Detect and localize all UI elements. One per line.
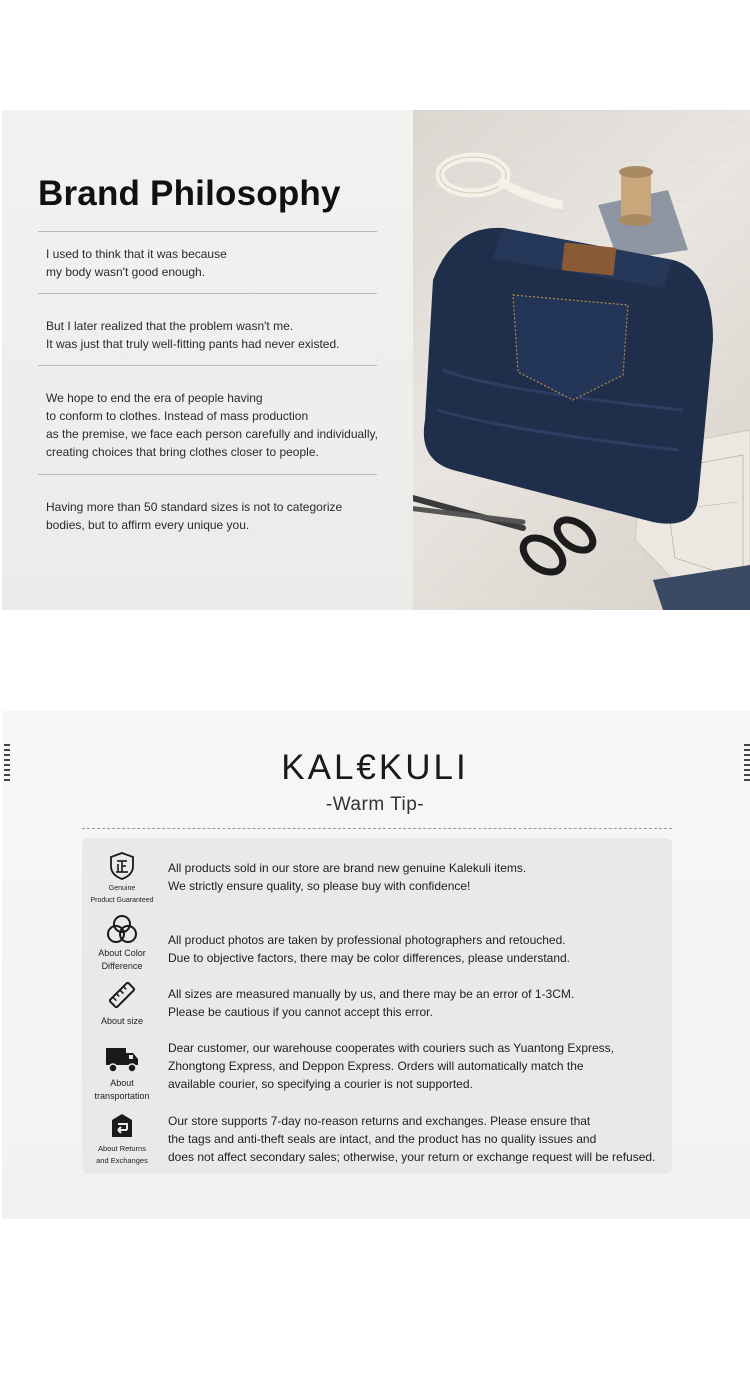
tip-text: All products sold in our store are brand new genuine Kalekuli items. We strictly ensure quality, so please buy with confidence! xyxy=(168,861,527,893)
dashed-divider xyxy=(82,828,672,829)
tip-text: Our store supports 7-day no-reason returns and exchanges. Please ensure that the tags and anti-theft seals are intact, and the product has no quality issues and does not affect secondary sales; otherwise, your return or exchange request will be refused. xyxy=(168,1114,656,1164)
brand-philosophy-section xyxy=(2,110,750,610)
truck-icon xyxy=(82,1044,162,1074)
tip-icon-label: About transportation xyxy=(94,1078,150,1101)
divider xyxy=(38,474,377,475)
color-circles-icon xyxy=(82,914,162,944)
brand-logo: KAL€KULI xyxy=(281,748,469,787)
philosophy-text-panel xyxy=(2,110,413,610)
philosophy-title: Brand Philosophy xyxy=(38,174,341,213)
jeans-illustration xyxy=(413,110,750,610)
tip-text: All product photos are taken by professional photographers and retouched. Due to objective factors, there may be color differences, please understand. xyxy=(168,933,571,965)
divider xyxy=(38,293,377,294)
ruler-icon xyxy=(82,980,162,1010)
tip-icon-block xyxy=(82,1112,162,1167)
tip-icon-block xyxy=(82,852,162,907)
divider xyxy=(38,231,377,232)
philosophy-paragraph: But I later realized that the problem wasn't me. It was just that truly well-fitting pants had never existed. xyxy=(46,319,340,351)
philosophy-paragraph: We hope to end the era of people having to conform to clothes. Instead of mass production as the premise, we face each person carefully and individually, creating choices that bring clothes closer to people. xyxy=(46,391,378,459)
return-box-icon xyxy=(82,1112,162,1140)
divider xyxy=(38,365,377,366)
tip-icon-block xyxy=(82,914,162,973)
philosophy-paragraph: Having more than 50 standard sizes is not to categorize bodies, but to affirm every unique you. xyxy=(46,500,343,532)
tip-icon-label: Genuine Product Guaranteed xyxy=(90,885,154,904)
tip-icon-block xyxy=(82,980,162,1028)
tip-text: Dear customer, our warehouse cooperates with couriers such as Yuantong Express, Zhongtong Express, and Deppon Express. Orders will automatically match the available courier, so specifying a courier is not supported. xyxy=(168,1041,615,1091)
tip-icon-label: About Returns and Exchanges xyxy=(96,1144,148,1165)
tip-text: All sizes are measured manually by us, and there may be an error of 1-3CM. Please be cautious if you cannot accept this error. xyxy=(168,987,575,1019)
tip-icon-label: About size xyxy=(100,1016,144,1026)
warm-tip-subtitle: -Warm Tip- xyxy=(325,794,425,815)
philosophy-paragraph: I used to think that it was because my body wasn't good enough. xyxy=(46,247,227,279)
tips-panel xyxy=(82,838,672,1174)
jeans-product-photo xyxy=(413,110,750,610)
genuine-badge-icon xyxy=(82,852,162,880)
tip-icon-label: About Color Difference xyxy=(98,948,146,971)
tip-icon-block xyxy=(82,1044,162,1103)
